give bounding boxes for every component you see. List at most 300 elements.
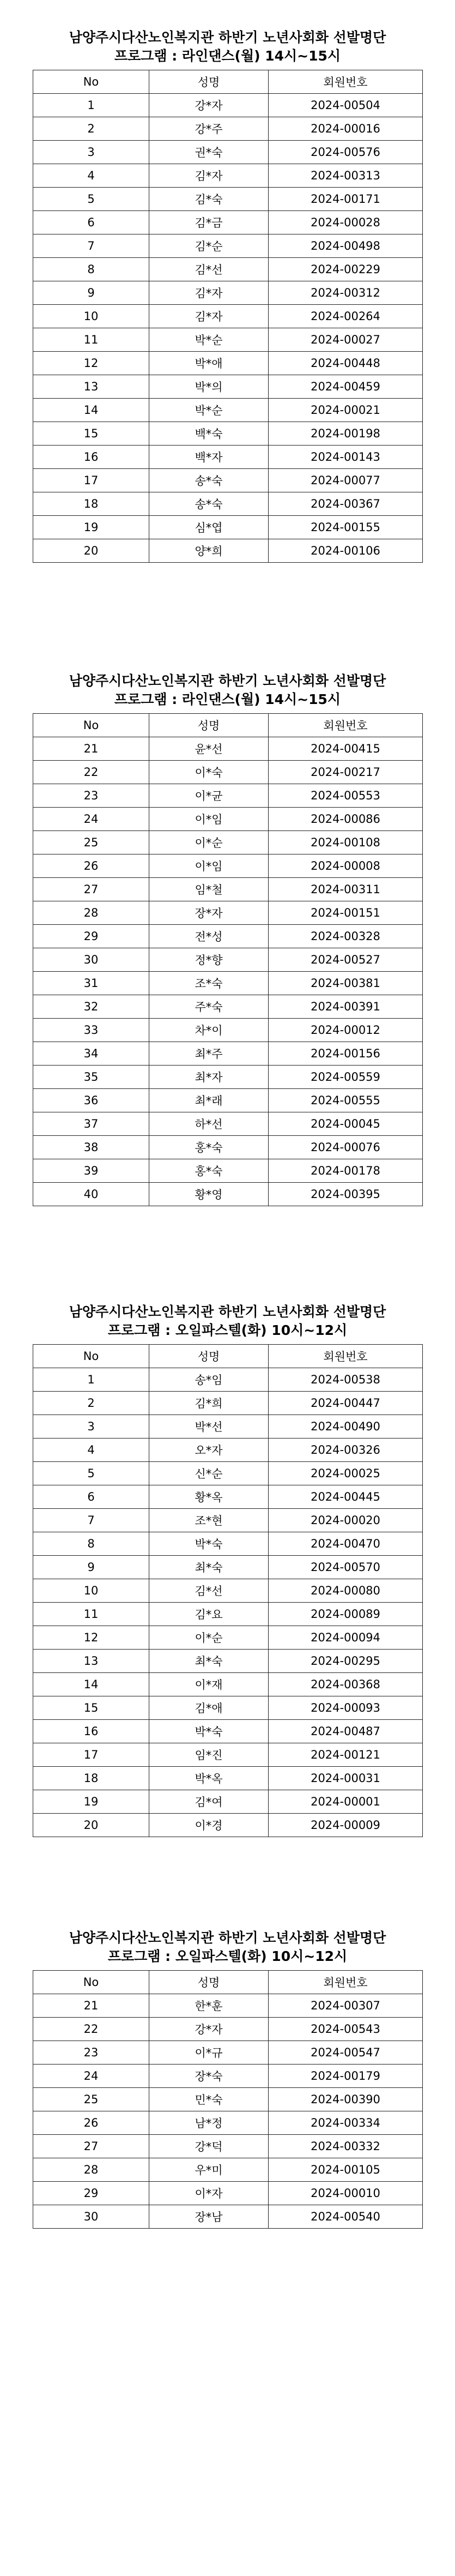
cell-no: 20 <box>33 539 149 563</box>
cell-member-id: 2024-00415 <box>269 737 423 761</box>
cell-no: 6 <box>33 1485 149 1509</box>
cell-member-id: 2024-00490 <box>269 1415 423 1439</box>
header-no: No <box>33 1345 149 1368</box>
cell-name: 박*옥 <box>149 1767 269 1790</box>
cell-member-id: 2024-00156 <box>269 1042 423 1066</box>
roster-table <box>33 70 423 563</box>
document-title: 남양주시다산노인복지관 하반기 노년사회화 선발명단 <box>69 1304 386 1320</box>
cell-member-id: 2024-00028 <box>269 211 423 234</box>
cell-member-id: 2024-00105 <box>269 2158 423 2182</box>
table-row <box>33 469 423 492</box>
table-row <box>33 258 423 281</box>
cell-member-id: 2024-00445 <box>269 1485 423 1509</box>
cell-no: 24 <box>33 808 149 831</box>
table-row <box>33 2088 423 2111</box>
table-row <box>33 141 423 164</box>
cell-name: 이*숙 <box>149 761 269 784</box>
table-row <box>33 1994 423 2018</box>
cell-member-id: 2024-00328 <box>269 925 423 948</box>
document-title: 남양주시다산노인복지관 하반기 노년사회화 선발명단 <box>69 1930 386 1946</box>
table-row <box>33 2135 423 2158</box>
cell-member-id: 2024-00171 <box>269 188 423 211</box>
cell-name: 송*숙 <box>149 492 269 516</box>
table-row <box>33 1485 423 1509</box>
cell-member-id: 2024-00543 <box>269 2018 423 2041</box>
table-row <box>33 1509 423 1532</box>
cell-no: 3 <box>33 1415 149 1439</box>
table-row <box>33 188 423 211</box>
cell-name: 황*옥 <box>149 1485 269 1509</box>
cell-member-id: 2024-00106 <box>269 539 423 563</box>
cell-member-id: 2024-00547 <box>269 2041 423 2065</box>
table-row <box>33 2158 423 2182</box>
table-row <box>33 995 423 1019</box>
cell-no: 32 <box>33 995 149 1019</box>
cell-member-id: 2024-00391 <box>269 995 423 1019</box>
cell-no: 28 <box>33 2158 149 2182</box>
cell-no: 19 <box>33 1790 149 1814</box>
cell-no: 6 <box>33 211 149 234</box>
cell-member-id: 2024-00151 <box>269 901 423 925</box>
cell-member-id: 2024-00390 <box>269 2088 423 2111</box>
table-header-row <box>33 1971 423 1994</box>
cell-member-id: 2024-00313 <box>269 164 423 188</box>
cell-no: 13 <box>33 375 149 399</box>
cell-no: 19 <box>33 516 149 539</box>
table-row <box>33 1790 423 1814</box>
header-name: 성명 <box>149 1971 269 1994</box>
cell-no: 1 <box>33 94 149 117</box>
table-row <box>33 1532 423 1556</box>
cell-member-id: 2024-00008 <box>269 854 423 878</box>
cell-no: 35 <box>33 1066 149 1089</box>
table-row <box>33 305 423 328</box>
cell-member-id: 2024-00121 <box>269 1743 423 1767</box>
cell-member-id: 2024-00295 <box>269 1650 423 1673</box>
cell-no: 15 <box>33 1696 149 1720</box>
cell-no: 10 <box>33 305 149 328</box>
cell-member-id: 2024-00178 <box>269 1159 423 1183</box>
cell-member-id: 2024-00016 <box>269 117 423 141</box>
cell-no: 4 <box>33 164 149 188</box>
cell-name: 최*자 <box>149 1066 269 1089</box>
cell-no: 30 <box>33 948 149 972</box>
cell-member-id: 2024-00264 <box>269 305 423 328</box>
cell-name: 김*숙 <box>149 188 269 211</box>
table-row <box>33 1650 423 1673</box>
cell-member-id: 2024-00307 <box>269 1994 423 2018</box>
cell-member-id: 2024-00576 <box>269 141 423 164</box>
cell-no: 31 <box>33 972 149 995</box>
table-row <box>33 422 423 446</box>
table-row <box>33 2111 423 2135</box>
roster-table <box>33 713 423 1206</box>
cell-name: 이*규 <box>149 2041 269 2065</box>
cell-no: 28 <box>33 901 149 925</box>
cell-no: 33 <box>33 1019 149 1042</box>
table-header-row <box>33 70 423 94</box>
table-row <box>33 539 423 563</box>
cell-no: 27 <box>33 878 149 901</box>
cell-no: 24 <box>33 2065 149 2088</box>
cell-name: 최*래 <box>149 1089 269 1112</box>
table-row <box>33 352 423 375</box>
cell-no: 23 <box>33 784 149 808</box>
cell-no: 1 <box>33 1368 149 1392</box>
table-row <box>33 1415 423 1439</box>
cell-member-id: 2024-00143 <box>269 446 423 469</box>
program-subtitle: 프로그램 : 오일파스텔(화) 10시~12시 <box>107 1948 348 1964</box>
cell-name: 윤*선 <box>149 737 269 761</box>
table-row <box>33 516 423 539</box>
table-row <box>33 492 423 516</box>
header-name: 성명 <box>149 70 269 94</box>
cell-member-id: 2024-00045 <box>269 1112 423 1136</box>
cell-no: 14 <box>33 399 149 422</box>
table-row <box>33 1720 423 1743</box>
cell-no: 13 <box>33 1650 149 1673</box>
table-row <box>33 948 423 972</box>
table-row <box>33 1603 423 1626</box>
cell-member-id: 2024-00448 <box>269 352 423 375</box>
cell-no: 11 <box>33 1603 149 1626</box>
cell-member-id: 2024-00009 <box>269 1814 423 1837</box>
table-row <box>33 399 423 422</box>
cell-member-id: 2024-00108 <box>269 831 423 854</box>
table-row <box>33 901 423 925</box>
cell-member-id: 2024-00368 <box>269 1673 423 1696</box>
cell-name: 조*숙 <box>149 972 269 995</box>
cell-name: 한*훈 <box>149 1994 269 2018</box>
header-name: 성명 <box>149 1345 269 1368</box>
header-no: No <box>33 70 149 94</box>
cell-member-id: 2024-00459 <box>269 375 423 399</box>
cell-name: 이*자 <box>149 2182 269 2205</box>
cell-member-id: 2024-00570 <box>269 1556 423 1579</box>
cell-no: 34 <box>33 1042 149 1066</box>
cell-member-id: 2024-00538 <box>269 1368 423 1392</box>
cell-member-id: 2024-00020 <box>269 1509 423 1532</box>
cell-name: 김*금 <box>149 211 269 234</box>
cell-member-id: 2024-00504 <box>269 94 423 117</box>
cell-member-id: 2024-00367 <box>269 492 423 516</box>
cell-name: 김*선 <box>149 1579 269 1603</box>
cell-member-id: 2024-00012 <box>269 1019 423 1042</box>
program-subtitle: 프로그램 : 라인댄스(월) 14시~15시 <box>114 691 341 707</box>
cell-name: 이*재 <box>149 1673 269 1696</box>
cell-name: 김*애 <box>149 1696 269 1720</box>
header-member-id: 회원번호 <box>269 1345 423 1368</box>
cell-name: 장*숙 <box>149 2065 269 2088</box>
cell-member-id: 2024-00326 <box>269 1439 423 1462</box>
cell-name: 최*숙 <box>149 1556 269 1579</box>
table-row <box>33 1556 423 1579</box>
cell-name: 최*주 <box>149 1042 269 1066</box>
cell-name: 김*희 <box>149 1392 269 1415</box>
table-row <box>33 2018 423 2041</box>
cell-member-id: 2024-00540 <box>269 2205 423 2229</box>
table-row <box>33 761 423 784</box>
cell-no: 36 <box>33 1089 149 1112</box>
cell-name: 하*선 <box>149 1112 269 1136</box>
table-row <box>33 784 423 808</box>
document-title: 남양주시다산노인복지관 하반기 노년사회화 선발명단 <box>69 673 386 689</box>
cell-name: 임*철 <box>149 878 269 901</box>
cell-no: 8 <box>33 1532 149 1556</box>
table-row <box>33 2041 423 2065</box>
table-row <box>33 328 423 352</box>
cell-name: 장*남 <box>149 2205 269 2229</box>
cell-name: 이*임 <box>149 854 269 878</box>
cell-no: 29 <box>33 925 149 948</box>
cell-no: 21 <box>33 1994 149 2018</box>
cell-name: 홍*숙 <box>149 1159 269 1183</box>
cell-no: 16 <box>33 446 149 469</box>
cell-name: 임*진 <box>149 1743 269 1767</box>
document-title: 남양주시다산노인복지관 하반기 노년사회화 선발명단 <box>69 29 386 45</box>
cell-name: 김*여 <box>149 1790 269 1814</box>
table-row <box>33 854 423 878</box>
table-row <box>33 1019 423 1042</box>
cell-member-id: 2024-00381 <box>269 972 423 995</box>
table-row <box>33 1136 423 1159</box>
cell-member-id: 2024-00086 <box>269 808 423 831</box>
table-row <box>33 1159 423 1183</box>
cell-no: 26 <box>33 854 149 878</box>
cell-no: 25 <box>33 2088 149 2111</box>
table-row <box>33 1673 423 1696</box>
cell-name: 강*자 <box>149 94 269 117</box>
cell-no: 10 <box>33 1579 149 1603</box>
cell-no: 27 <box>33 2135 149 2158</box>
cell-no: 37 <box>33 1112 149 1136</box>
table-row <box>33 1626 423 1650</box>
cell-name: 권*숙 <box>149 141 269 164</box>
cell-name: 조*현 <box>149 1509 269 1532</box>
cell-name: 차*이 <box>149 1019 269 1042</box>
table-row <box>33 1066 423 1089</box>
cell-no: 16 <box>33 1720 149 1743</box>
cell-member-id: 2024-00076 <box>269 1136 423 1159</box>
table-row <box>33 211 423 234</box>
cell-member-id: 2024-00077 <box>269 469 423 492</box>
cell-no: 14 <box>33 1673 149 1696</box>
program-subtitle: 프로그램 : 오일파스텔(화) 10시~12시 <box>107 1322 348 1338</box>
table-row <box>33 1392 423 1415</box>
cell-member-id: 2024-00559 <box>269 1066 423 1089</box>
cell-member-id: 2024-00334 <box>269 2111 423 2135</box>
cell-name: 박*선 <box>149 1415 269 1439</box>
table-row <box>33 2065 423 2088</box>
table-header-row <box>33 714 423 737</box>
cell-name: 민*숙 <box>149 2088 269 2111</box>
table-row <box>33 1368 423 1392</box>
cell-member-id: 2024-00155 <box>269 516 423 539</box>
cell-member-id: 2024-00089 <box>269 1603 423 1626</box>
header-member-id: 회원번호 <box>269 714 423 737</box>
roster-section-2 <box>33 672 422 1206</box>
cell-no: 9 <box>33 1556 149 1579</box>
cell-name: 황*영 <box>149 1183 269 1206</box>
cell-no: 7 <box>33 234 149 258</box>
cell-no: 5 <box>33 1462 149 1485</box>
cell-name: 박*순 <box>149 399 269 422</box>
table-row <box>33 1042 423 1066</box>
table-row <box>33 808 423 831</box>
header-member-id: 회원번호 <box>269 70 423 94</box>
roster-section-3 <box>33 1303 422 1837</box>
cell-name: 홍*숙 <box>149 1136 269 1159</box>
table-row <box>33 2205 423 2229</box>
table-row <box>33 1579 423 1603</box>
cell-name: 주*숙 <box>149 995 269 1019</box>
table-row <box>33 1183 423 1206</box>
cell-name: 우*미 <box>149 2158 269 2182</box>
cell-no: 17 <box>33 1743 149 1767</box>
cell-no: 18 <box>33 1767 149 1790</box>
cell-member-id: 2024-00395 <box>269 1183 423 1206</box>
cell-no: 12 <box>33 1626 149 1650</box>
cell-member-id: 2024-00217 <box>269 761 423 784</box>
table-header-row <box>33 1345 423 1368</box>
cell-member-id: 2024-00555 <box>269 1089 423 1112</box>
cell-name: 박*숙 <box>149 1532 269 1556</box>
cell-name: 김*자 <box>149 281 269 305</box>
roster-section-4 <box>33 1929 422 2229</box>
cell-name: 김*선 <box>149 258 269 281</box>
cell-member-id: 2024-00025 <box>269 1462 423 1485</box>
cell-member-id: 2024-00332 <box>269 2135 423 2158</box>
cell-name: 김*요 <box>149 1603 269 1626</box>
cell-name: 박*순 <box>149 328 269 352</box>
cell-name: 오*자 <box>149 1439 269 1462</box>
cell-no: 22 <box>33 2018 149 2041</box>
cell-no: 5 <box>33 188 149 211</box>
cell-member-id: 2024-00001 <box>269 1790 423 1814</box>
cell-member-id: 2024-00553 <box>269 784 423 808</box>
cell-name: 박*의 <box>149 375 269 399</box>
cell-name: 송*숙 <box>149 469 269 492</box>
table-row <box>33 972 423 995</box>
header-no: No <box>33 1971 149 1994</box>
cell-no: 38 <box>33 1136 149 1159</box>
cell-member-id: 2024-00487 <box>269 1720 423 1743</box>
cell-no: 29 <box>33 2182 149 2205</box>
cell-no: 25 <box>33 831 149 854</box>
cell-no: 21 <box>33 737 149 761</box>
table-row <box>33 925 423 948</box>
cell-name: 김*자 <box>149 164 269 188</box>
cell-member-id: 2024-00229 <box>269 258 423 281</box>
table-row <box>33 1743 423 1767</box>
cell-member-id: 2024-00031 <box>269 1767 423 1790</box>
cell-name: 심*엽 <box>149 516 269 539</box>
table-row <box>33 164 423 188</box>
cell-member-id: 2024-00093 <box>269 1696 423 1720</box>
cell-name: 이*순 <box>149 831 269 854</box>
table-row <box>33 117 423 141</box>
cell-no: 20 <box>33 1814 149 1837</box>
cell-name: 양*희 <box>149 539 269 563</box>
cell-member-id: 2024-00198 <box>269 422 423 446</box>
cell-name: 이*경 <box>149 1814 269 1837</box>
cell-no: 11 <box>33 328 149 352</box>
table-row <box>33 1696 423 1720</box>
cell-name: 박*숙 <box>149 1720 269 1743</box>
table-row <box>33 1767 423 1790</box>
cell-member-id: 2024-00527 <box>269 948 423 972</box>
cell-no: 3 <box>33 141 149 164</box>
table-row <box>33 1112 423 1136</box>
table-row <box>33 446 423 469</box>
roster-section-1 <box>33 28 422 563</box>
table-row <box>33 375 423 399</box>
cell-no: 22 <box>33 761 149 784</box>
cell-name: 송*임 <box>149 1368 269 1392</box>
program-subtitle: 프로그램 : 라인댄스(월) 14시~15시 <box>114 48 341 64</box>
header-name: 성명 <box>149 714 269 737</box>
cell-member-id: 2024-00447 <box>269 1392 423 1415</box>
cell-name: 백*숙 <box>149 422 269 446</box>
cell-no: 15 <box>33 422 149 446</box>
cell-name: 강*주 <box>149 117 269 141</box>
cell-no: 12 <box>33 352 149 375</box>
cell-member-id: 2024-00470 <box>269 1532 423 1556</box>
cell-no: 40 <box>33 1183 149 1206</box>
table-row <box>33 1089 423 1112</box>
cell-member-id: 2024-00311 <box>269 878 423 901</box>
cell-name: 이*균 <box>149 784 269 808</box>
cell-no: 17 <box>33 469 149 492</box>
cell-no: 23 <box>33 2041 149 2065</box>
cell-member-id: 2024-00080 <box>269 1579 423 1603</box>
cell-name: 최*숙 <box>149 1650 269 1673</box>
cell-member-id: 2024-00498 <box>269 234 423 258</box>
table-row <box>33 2182 423 2205</box>
cell-member-id: 2024-00179 <box>269 2065 423 2088</box>
table-row <box>33 234 423 258</box>
cell-name: 이*순 <box>149 1626 269 1650</box>
roster-table <box>33 1970 423 2229</box>
cell-name: 장*자 <box>149 901 269 925</box>
table-row <box>33 94 423 117</box>
cell-no: 2 <box>33 117 149 141</box>
table-row <box>33 281 423 305</box>
cell-name: 백*자 <box>149 446 269 469</box>
cell-name: 신*순 <box>149 1462 269 1485</box>
header-member-id: 회원번호 <box>269 1971 423 1994</box>
cell-name: 정*향 <box>149 948 269 972</box>
cell-name: 박*애 <box>149 352 269 375</box>
cell-no: 2 <box>33 1392 149 1415</box>
cell-no: 4 <box>33 1439 149 1462</box>
cell-name: 김*자 <box>149 305 269 328</box>
cell-name: 김*순 <box>149 234 269 258</box>
cell-member-id: 2024-00010 <box>269 2182 423 2205</box>
table-row <box>33 878 423 901</box>
cell-member-id: 2024-00021 <box>269 399 423 422</box>
cell-member-id: 2024-00094 <box>269 1626 423 1650</box>
cell-no: 30 <box>33 2205 149 2229</box>
header-no: No <box>33 714 149 737</box>
cell-name: 전*성 <box>149 925 269 948</box>
table-row <box>33 737 423 761</box>
cell-name: 이*임 <box>149 808 269 831</box>
cell-name: 강*자 <box>149 2018 269 2041</box>
cell-member-id: 2024-00027 <box>269 328 423 352</box>
cell-no: 18 <box>33 492 149 516</box>
table-row <box>33 1462 423 1485</box>
